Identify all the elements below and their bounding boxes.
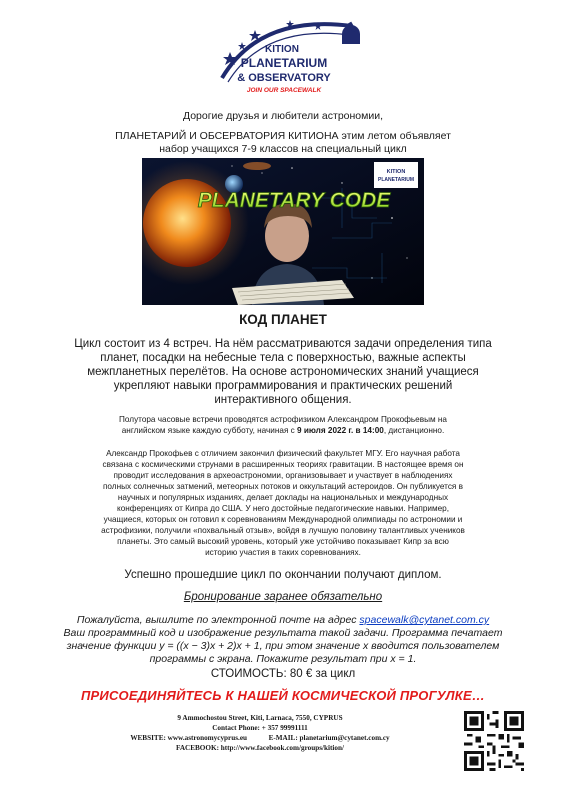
bio-line: планеты. Это самый высокий уровень, который уже устойчиво показывает Кипр за всю <box>117 537 449 546</box>
schedule-line-2 <box>0 425 566 436</box>
bio-line: полных солнечных затмений, метеорных потоков и оккультаций астероидов. Он публикуется в <box>103 482 463 491</box>
bio-line: научных и популярных изданиях, делает доклады на национальных и международных <box>117 493 449 502</box>
schedule-line-1: Полутора часовые встречи проводятся астрофизиком Александром Прокофьевым на <box>119 415 447 424</box>
task-line-3: значение функции y = ((x − 3)x + 2)x + 1, при этом значение x вводится пользователем <box>66 640 500 652</box>
banner-badge-line1: KITION <box>386 169 406 175</box>
banner-title: PLANETARY CODE <box>197 189 391 212</box>
task-block <box>0 614 566 666</box>
email-link[interactable]: spacewalk@cytanet.com.cy <box>359 614 490 626</box>
description-line: интерактивного общения. <box>214 394 352 406</box>
task-line-4: программы с экрана. Покажите результат при x = 1. <box>149 653 417 665</box>
schedule-text: , дистанционно. <box>383 426 445 435</box>
task-text: Пожалуйста, вышлите по электронной почте на адрес <box>76 614 360 626</box>
contact-phone: Contact Phone: + 357 99991111 <box>212 724 308 732</box>
bio-line: Александр Прокофьев с отличием закончил физический факультет МГУ. Его научная работа <box>106 449 460 458</box>
qr-code-icon <box>464 711 524 771</box>
logo-line3: & OBSERVATORY <box>237 72 331 84</box>
price: СТОИМОСТЬ: 80 € за цикл <box>210 668 356 680</box>
planetarium-logo <box>200 8 370 108</box>
description-line: межпланетных перелётов. На основе астрономических знаний учащиеся <box>87 366 479 378</box>
banner-artwork <box>142 158 424 305</box>
facebook-link[interactable]: FACEBOOK: http://www.facebook.com/groups/kition/ <box>175 744 345 752</box>
task-line-2: Ваш программный код и изображение результата такой задачи. Программа печатает <box>63 627 503 639</box>
contact-web-email <box>60 733 460 743</box>
planetary-code-banner <box>142 158 424 305</box>
logo-line2: PLANETARIUM <box>240 56 328 70</box>
logo-tagline: JOIN OUR SPACEWALK <box>246 87 322 94</box>
intro-line-1: ПЛАНЕТАРИЙ И ОБСЕРВАТОРИЯ КИТИОНА этим летом объявляет <box>115 130 451 142</box>
bio-line: проводит исследования в археоастрономии, организовывает и участвует в наблюдениях <box>113 471 453 480</box>
greeting: Дорогие друзья и любители астрономии, <box>182 110 384 122</box>
bio-line: связана с космическими струнами в расширенных теориях гравитации. В настоящее время он <box>102 460 464 469</box>
bio-block <box>0 448 566 558</box>
intro-line-2: набор учащихся 7-9 классов на специальный цикл <box>159 143 407 155</box>
task-line-1 <box>0 614 566 627</box>
website-link[interactable]: WEBSITE: www.astronomycyprus.eu <box>130 734 248 742</box>
contact-block <box>60 713 460 753</box>
logo-line1: KITION <box>265 44 299 55</box>
diploma-note: Успешно прошедшие цикл по окончании получают диплом. <box>124 569 442 581</box>
bio-line: историю участия в таких соревнованиях. <box>205 548 361 557</box>
bio-line: учащиеся, которых он готовил к соревнованиям Международной олимпиады по астрономии и <box>103 515 463 524</box>
description-line: укрепляют навыки программирования и практических решений <box>113 380 453 392</box>
description-block <box>0 337 566 407</box>
schedule-block <box>0 414 566 436</box>
schedule-text: английском языке каждую субботу, начиная с <box>121 426 298 435</box>
contact-address: 9 Ammochostou Street, Kiti, Larnaca, 7550, CYPRUS <box>177 714 343 722</box>
email-contact-link[interactable]: E-MAIL: planetarium@cytanet.com.cy <box>268 734 390 742</box>
join-slogan: ПРИСОЕДИНЯЙТЕСЬ К НАШЕЙ КОСМИЧЕСКОЙ ПРОГУЛКЕ… <box>80 688 486 703</box>
bio-line: астрофизики, получили «похвальный отзыв», войдя в лучшую половину талантливых учеников <box>101 526 465 535</box>
description-line: Цикл состоит из 4 встреч. На нём рассматриваются задачи определения типа <box>74 338 492 350</box>
booking-note: Бронирование заранее обязательно <box>183 591 383 603</box>
bio-line: конференциях от Кипра до США. У него достойные педагогические навыки. Например, <box>117 504 449 513</box>
banner-badge-line2: PLANETARIUM <box>377 177 415 183</box>
program-heading: КОД ПЛАНЕТ <box>239 312 327 327</box>
description-line: планет, посадки на небесные тела с поверхностью, важные аспекты <box>100 352 466 364</box>
intro-block <box>0 130 566 156</box>
schedule-date: 9 июля 2022 г. в 14:00 <box>297 426 384 435</box>
